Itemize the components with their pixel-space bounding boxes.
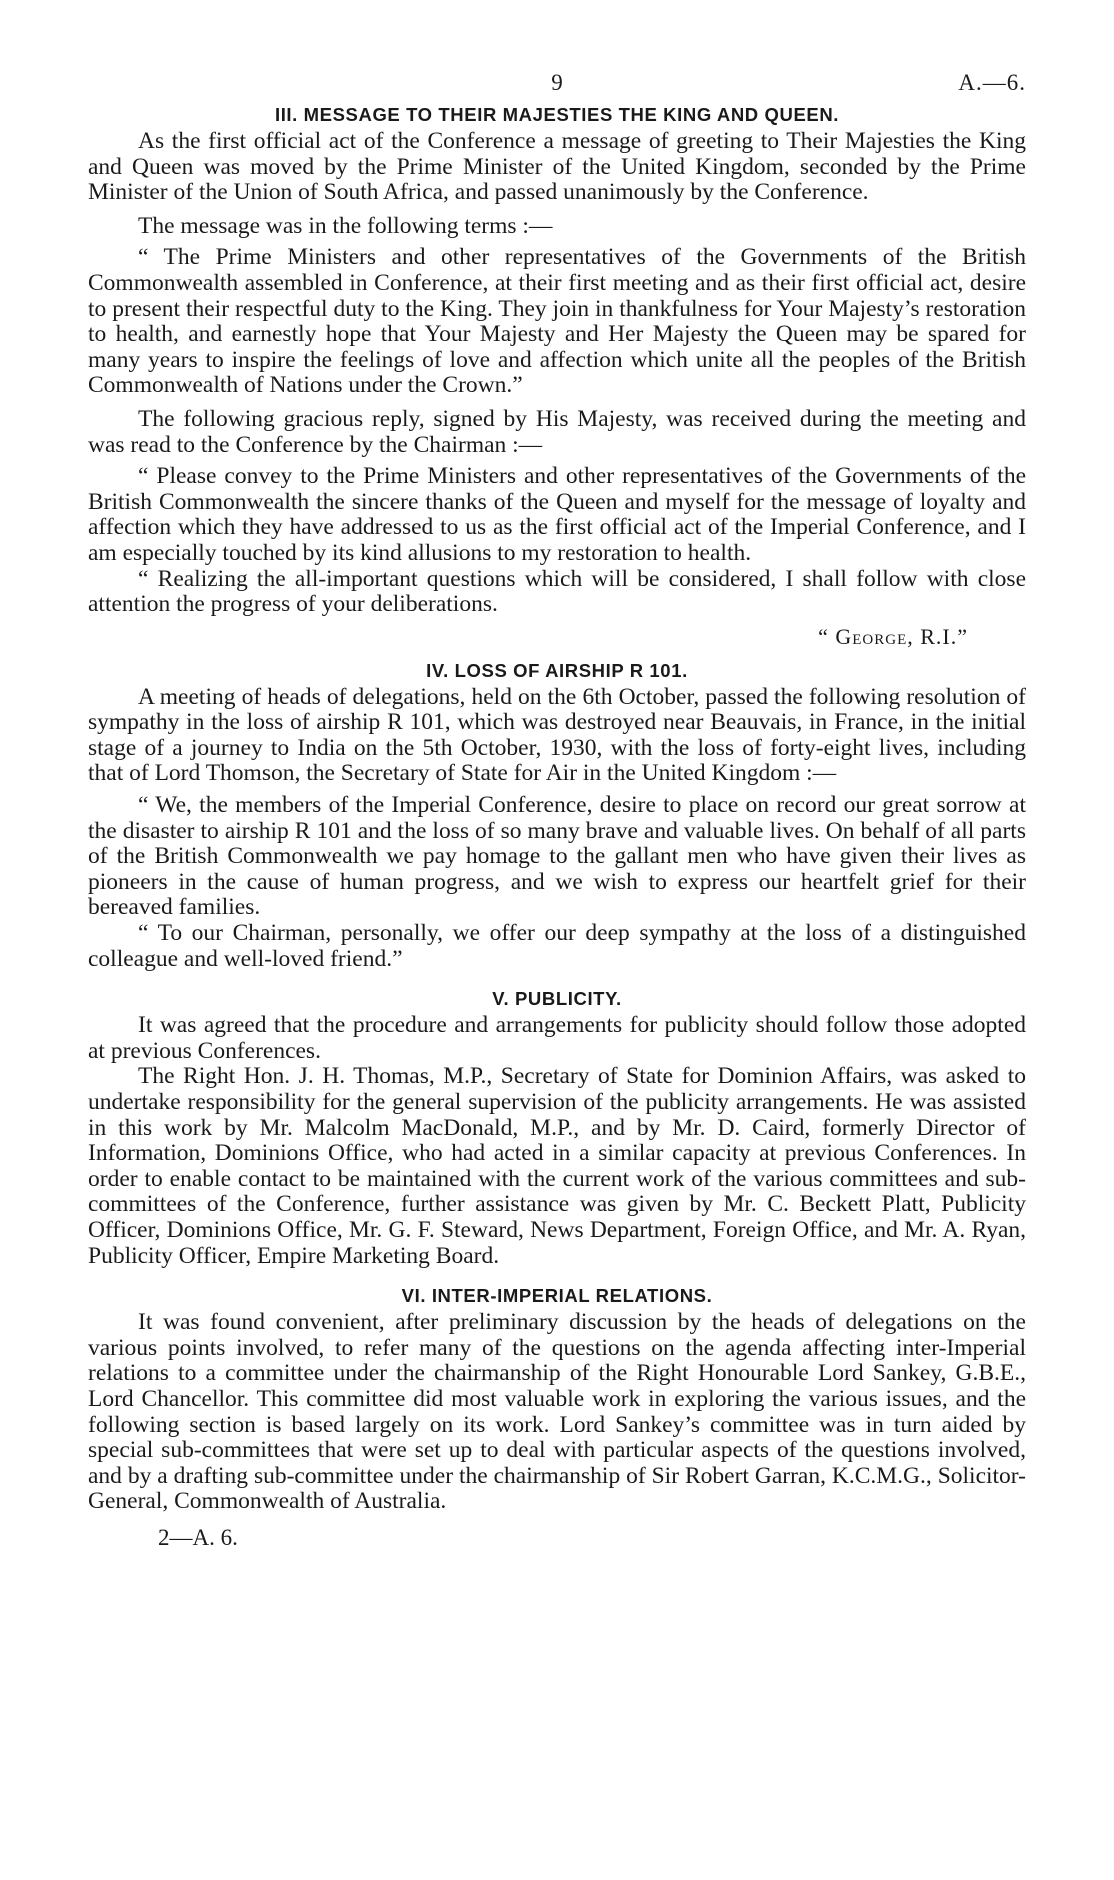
paragraph: The Right Hon. J. H. Thomas, M.P., Secretary of State for Dominion Affairs, was asked to undertake responsibility for the general supervision of the publicity arrangements. He was assisted in this work by Mr. Malcolm MacDonald, M.P., and by Mr. D. Caird, formerly Director of Information, Dominions Office, who had acted in a similar capacity at previous Conferences. In order to enable contact to be maintained with the current work of the various committees and sub-committees of the Conference, further assistance was given by Mr. C. Beckett Platt, Publicity Officer, Dominions Office, Mr. G. F. Steward, News Department, Foreign Office, and Mr. A. Ryan, Publicity Officer, Empire Marketing Board.	[88, 1063, 1026, 1269]
section-heading: VI. INTER-IMPERIAL RELATIONS.	[401, 1285, 713, 1307]
section-heading: III. MESSAGE TO THEIR MAJESTIES THE KING AND QUEEN.	[274, 104, 840, 125]
page-number: 9	[551, 70, 563, 95]
paragraph: It was agreed that the procedure and arrangements for publicity should follow those adopted at previous Conferences.	[88, 1012, 1026, 1064]
quoted-resolution: “ We, the members of the Imperial Conference, desire to place on record our great sorrow at the disaster to airship R 101 and the loss of so many brave and valuable lives. On behalf of all parts of the British Commonwealth we pay homage to the gallant men who have given their lives as pioneers in the cause of human progress, and we wish to express our heartfelt grief for their bereaved families.	[88, 792, 1026, 921]
paragraph: A meeting of heads of delegations, held on the 6th October, passed the following resolution of sympathy in the loss of airship R 101, which was destroyed near Beauvais, in France, in the initial stage of a journey to India on the 5th October, 1930, with the loss of forty-eight lives, including that of Lord Thomson, the Secretary of State for Air in the United Kingdom :—	[88, 683, 1026, 787]
section-inter-imperial-relations	[88, 1285, 1026, 1515]
section-loss-of-airship	[88, 660, 1026, 973]
page-header	[88, 70, 1026, 104]
paragraph: As the first official act of the Conference a message of greeting to Their Majesties the King and Queen was moved by the Prime Minister of the United Kingdom, seconded by the Prime Minister of the Union of South Africa, and passed unanimously by the Conference.	[88, 128, 1026, 206]
quoted-resolution-continued: “ To our Chairman, personally, we offer our deep sympathy at the loss of a distinguished colleague and well-loved friend.”	[88, 920, 1026, 972]
section-message-to-majesties	[88, 104, 1026, 650]
quoted-reply-continued: “ Realizing the all-important questions which will be considered, I shall follow with close attention the progress of your deliberations.	[88, 565, 1026, 618]
section-heading: IV. LOSS OF AIRSHIP R 101.	[426, 659, 688, 681]
paragraph: The following gracious reply, signed by His Majesty, was received during the meeting and was read to the Conference by the Chairman :—	[88, 405, 1026, 458]
quoted-message: “ The Prime Ministers and other representatives of the Governments of the British Commonwealth assembled in Conference, at their first meeting and as their first official act, desire to present their respectful duty to the King. They join in thankfulness for Your Majesty’s restoration to health, and earnestly hope that Your Majesty and Her Majesty the Queen may be spared for many years to inspire the feelings of love and affection which unite all the peoples of the British Commonwealth of Nations under the Crown.”	[88, 244, 1026, 399]
section-publicity	[88, 988, 1026, 1269]
paragraph: It was found convenient, after preliminary discussion by the heads of delegations on the various points involved, to refer many of the questions on the agenda affecting inter-Imperial relations to a committee under the chairmanship of the Right Honourable Lord Sankey, G.B.E., Lord Chancellor. This committee did most valuable work in exploring the various issues, and the following section is based largely on its work. Lord Sankey’s committee was in turn aided by special sub-committees that were set up to deal with particular aspects of the questions involved, and by a drafting sub-committee under the chairmanship of Sir Robert Garran, K.C.M.G., Solicitor-General, Commonwealth of Australia.	[88, 1309, 1026, 1515]
document-page	[88, 70, 1026, 1551]
royal-signature: “ George, R.I.”	[818, 623, 968, 649]
paragraph: The message was in the following terms :—	[138, 212, 553, 239]
signature-mark: 2—A. 6.	[158, 1524, 238, 1550]
document-reference: A.—6.	[958, 70, 1026, 95]
quoted-reply: “ Please convey to the Prime Ministers and other representatives of the Governments of the British Commonwealth the sincere thanks of the Queen and myself for the message of loyalty and affection which they have addressed to us as the first official act of the Imperial Conference, and I am especially touched by its kind allusions to my restoration to health.	[88, 463, 1026, 566]
section-heading: V. PUBLICITY.	[492, 988, 622, 1010]
